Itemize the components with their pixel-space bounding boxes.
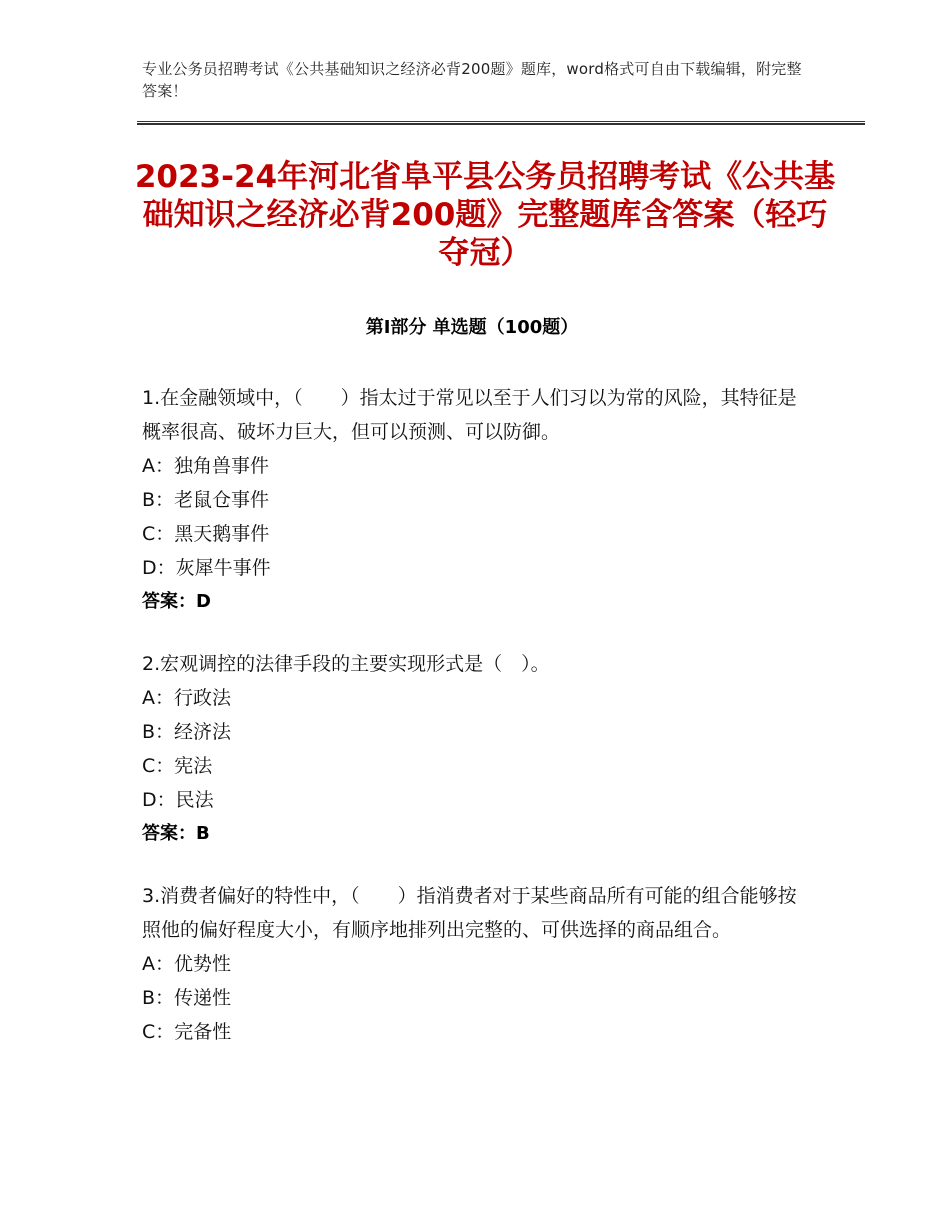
option-a: A：行政法 — [142, 687, 231, 709]
option-c: C：宪法 — [142, 755, 213, 777]
answer-line: 答案：B — [142, 823, 210, 844]
option-c: C：完备性 — [142, 1021, 232, 1043]
option-b: B：老鼠仓事件 — [142, 489, 270, 511]
option-b: B：经济法 — [142, 721, 232, 743]
question-1 — [142, 381, 802, 619]
document-title: 2023-24年河北省阜平县公务员招聘考试《公共基础知识之经济必背200题》完整题库含答案（轻巧夺冠） — [134, 159, 836, 271]
question-stem: 1.在金融领域中，（ ）指太过于常见以至于人们习以为常的风险，其特征是概率很高、破坏力巨大，但可以预测、可以防御。 — [142, 387, 797, 443]
option-a: A：独角兽事件 — [142, 455, 269, 477]
question-2 — [142, 647, 802, 851]
option-b: B：传递性 — [142, 987, 232, 1009]
option-c: C：黑天鹅事件 — [142, 523, 270, 545]
option-d: D：灰犀牛事件 — [142, 557, 271, 579]
option-a: A：优势性 — [142, 953, 231, 975]
question-list — [142, 381, 802, 1077]
section-heading: 第Ⅰ部分 单选题（100题） — [365, 317, 579, 338]
question-3 — [142, 879, 802, 1049]
option-d: D：民法 — [142, 789, 214, 811]
header-divider — [137, 121, 865, 125]
answer-line: 答案：D — [142, 591, 211, 612]
question-stem: 3.消费者偏好的特性中，（ ）指消费者对于某些商品所有可能的组合能够按照他的偏好程度大小，有顺序地排列出完整的、可供选择的商品组合。 — [142, 885, 797, 941]
question-stem: 2.宏观调控的法律手段的主要实现形式是（ ）。 — [142, 653, 550, 675]
header-note: 专业公务员招聘考试《公共基础知识之经济必背200题》题库，word格式可自由下载编辑，附完整答案！ — [142, 60, 802, 100]
